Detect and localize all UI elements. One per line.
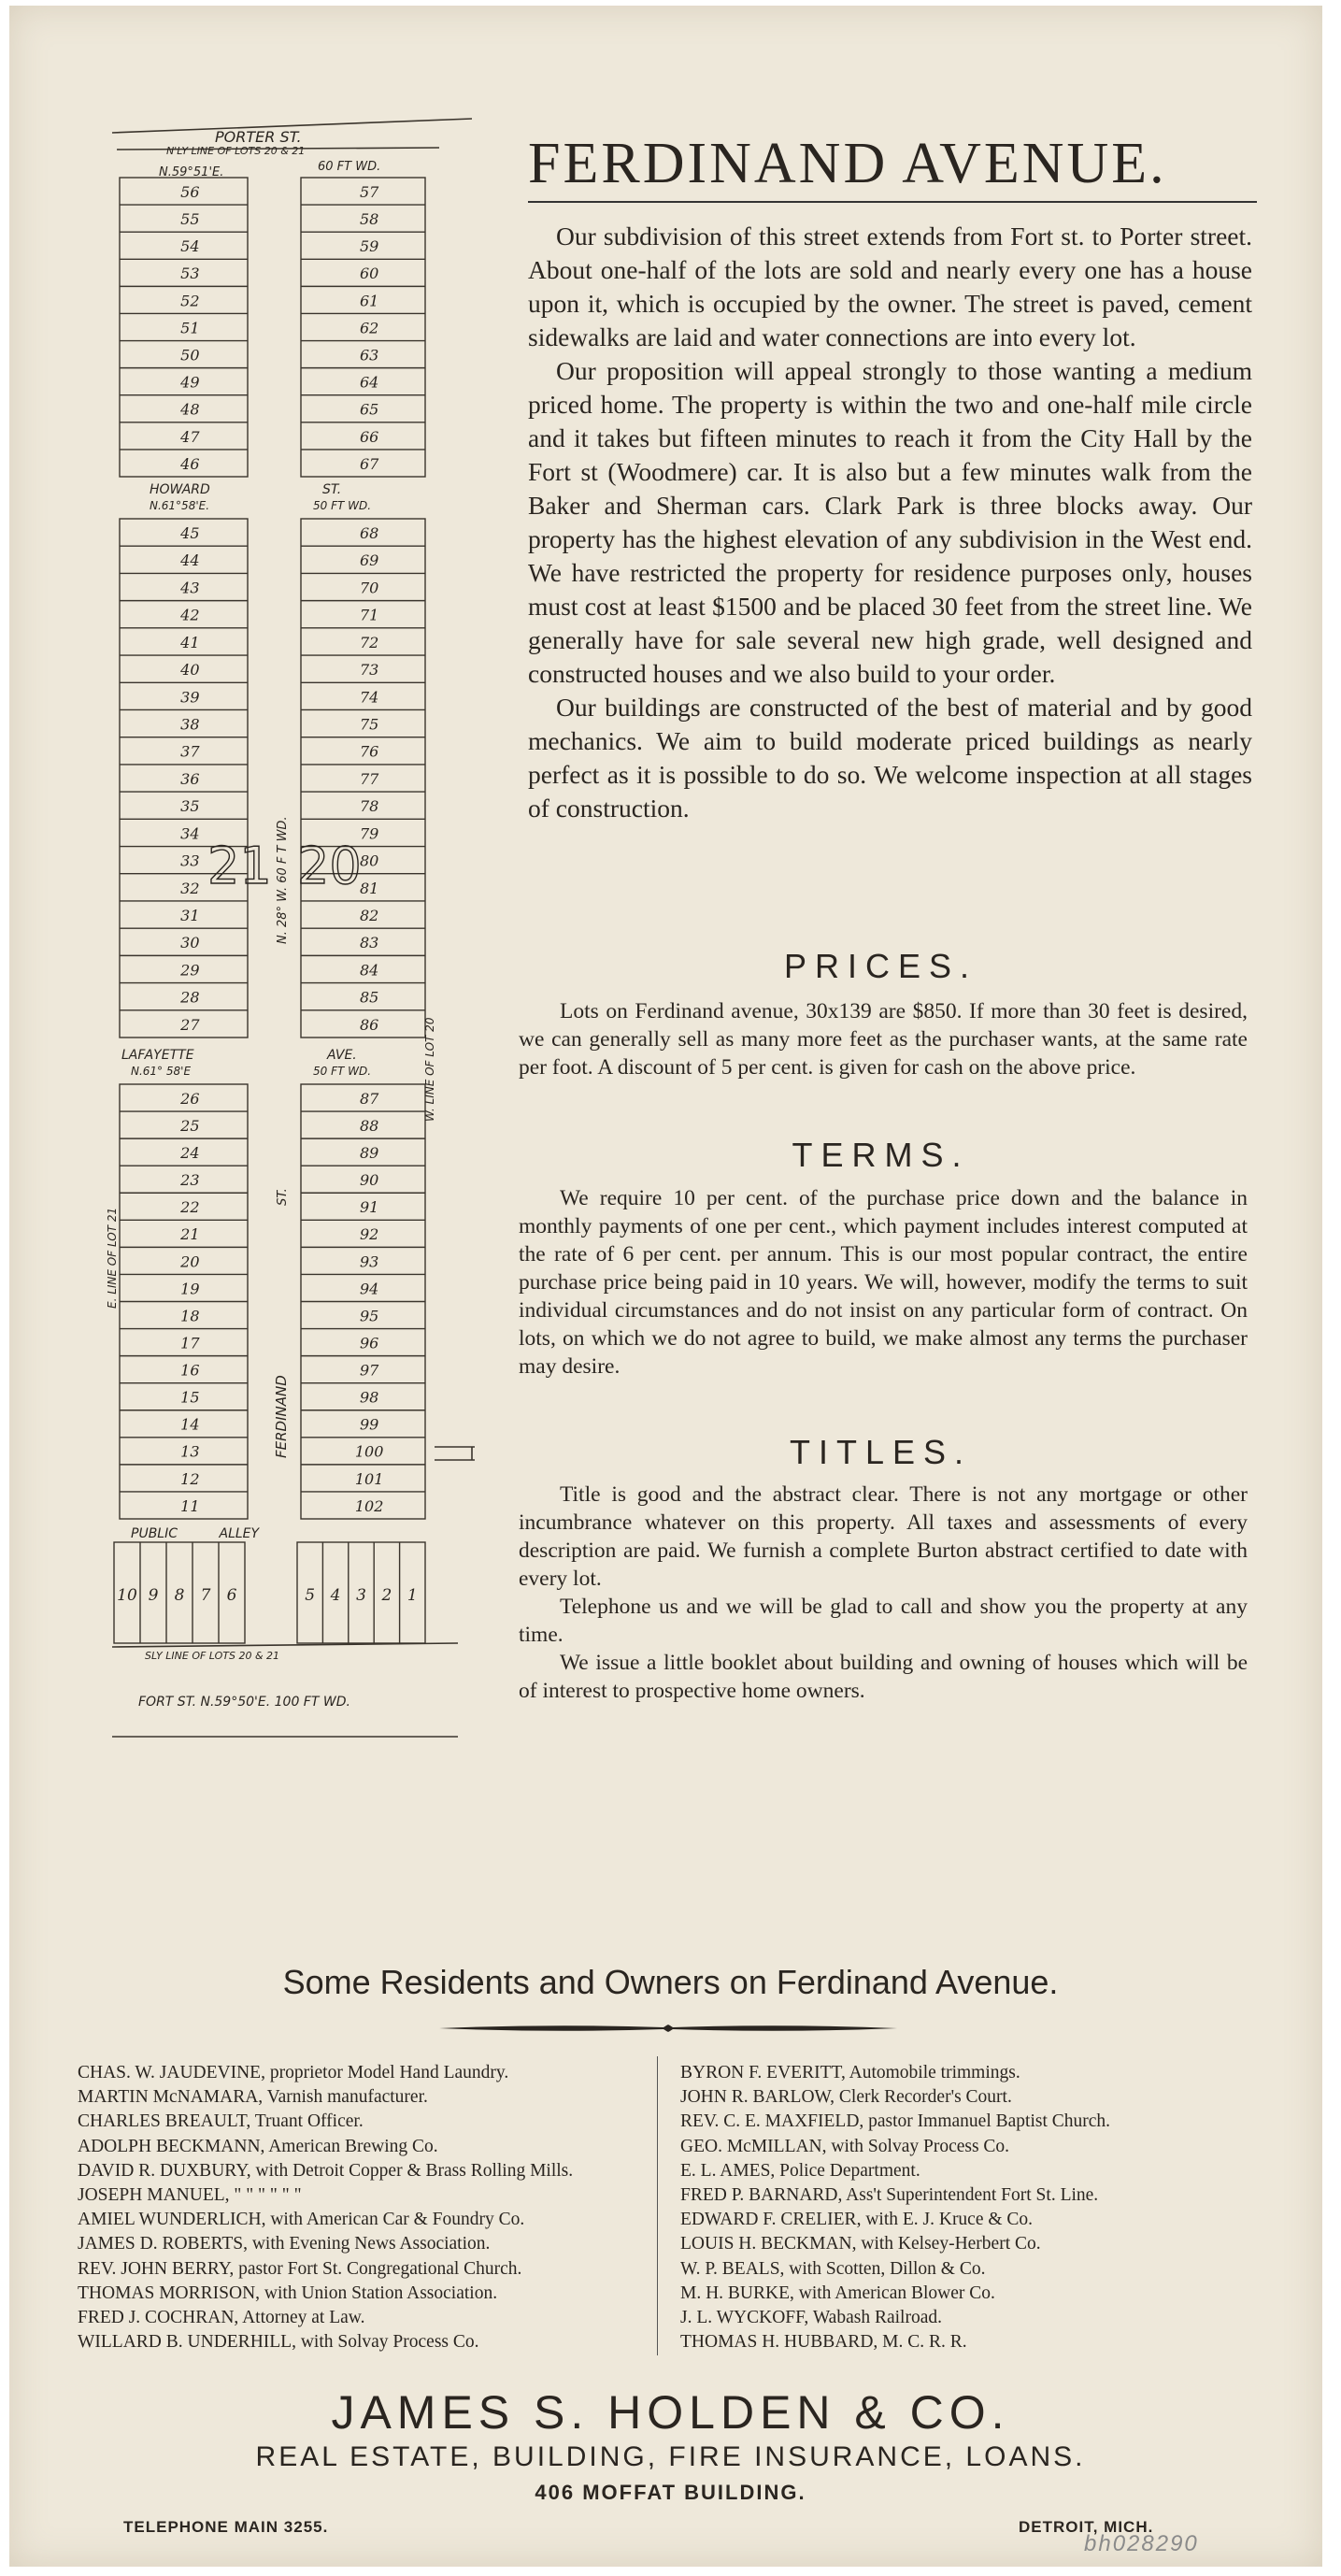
lot-number: 45 — [180, 524, 200, 543]
lot-number: 29 — [180, 961, 200, 980]
lot-number: 19 — [180, 1280, 200, 1298]
east-lot-line-label: W. LINE OF LOT 20 — [423, 1017, 436, 1122]
resident-left-0: CHAS. W. JAUDEVINE, proprietor Model Hand Laundry. — [78, 2063, 509, 2082]
residents-heading: Some Residents and Owners on Ferdinand Avenue. — [282, 1963, 1059, 2001]
resident-right-11: THOMAS H. HUBBARD, M. C. R. R. — [680, 2332, 967, 2353]
lot-number: 69 — [359, 551, 379, 570]
lot-number: 96 — [359, 1334, 379, 1352]
alley-lot-number: 7 — [200, 1586, 211, 1605]
lot-number: 33 — [180, 852, 200, 870]
lot-number: 52 — [180, 292, 200, 310]
lot-number: 38 — [180, 715, 200, 734]
lot-number: 47 — [180, 427, 200, 446]
lot-number: 83 — [359, 934, 379, 952]
resident-right-4: E. L. AMES, Police Department. — [680, 2160, 920, 2181]
lot-number: 68 — [359, 524, 379, 543]
resident-right-8: W. P. BEALS, with Scotten, Dillon & Co. — [680, 2258, 986, 2279]
lot-number: 84 — [359, 961, 379, 980]
resident-left-1: MARTIN McNAMARA, Varnish manufacturer. — [78, 2087, 428, 2108]
titles-section — [519, 1481, 1248, 1705]
lot-number: 55 — [180, 210, 200, 229]
lot-number: 62 — [359, 319, 379, 337]
lot-number: 76 — [359, 742, 379, 761]
resident-right-1: JOHN R. BARLOW, Clerk Recorder's Court. — [680, 2087, 1012, 2108]
telephone-number: TELEPHONE MAIN 3255. — [123, 2518, 329, 2536]
west-lot-line-label: E. LINE OF LOT 21 — [106, 1207, 119, 1309]
lot-number: 17 — [180, 1334, 200, 1352]
resident-right-3: GEO. McMILLAN, with Solvay Process Co. — [680, 2136, 1010, 2156]
lot-number: 44 — [180, 551, 200, 570]
resident-left-4: DAVID R. DUXBURY, with Detroit Copper & Brass Rolling Mills. — [78, 2160, 574, 2181]
porter-width: 60 FT WD. — [318, 160, 381, 174]
company-name: JAMES S. HOLDEN & CO. — [331, 2386, 1010, 2439]
resident-right-0: BYRON F. EVERITT, Automobile trimmings. — [680, 2063, 1020, 2082]
prices-section — [519, 997, 1248, 1081]
lot-number: 66 — [359, 427, 379, 446]
lot-number: 58 — [359, 210, 379, 229]
lot-number: 89 — [359, 1144, 379, 1163]
lot-number: 32 — [180, 879, 200, 897]
resident-left-10: FRED J. COCHRAN, Attorney at Law. — [78, 2307, 365, 2327]
resident-right-10: J. L. WYCKOFF, Wabash Railroad. — [680, 2307, 942, 2327]
resident-right-7: LOUIS H. BECKMAN, with Kelsey-Herbert Co. — [680, 2234, 1041, 2254]
lot-number: 53 — [180, 265, 200, 283]
howard-bearing: N.61°58'E. — [150, 499, 210, 512]
alley-lot-number: 5 — [305, 1586, 316, 1605]
lot-number: 82 — [359, 906, 379, 924]
lot-number: 59 — [359, 237, 379, 256]
alley-lot-number: 9 — [148, 1586, 159, 1605]
lot-number: 51 — [180, 319, 200, 337]
lot-number: 41 — [180, 633, 200, 651]
intro-paragraph-1: Our subdivision of this street extends from Fort st. to Porter street. About one-half of the lots are sold and nearly every one has a house upon it, which is occupied by the owner. The street is paved, cement sidewalks are laid and water connections are into every lot. — [528, 222, 1252, 351]
lot-number: 16 — [180, 1361, 200, 1380]
lot-number: 57 — [359, 182, 379, 201]
intro-paragraph-3: Our buildings are constructed of the best of material and by good mechanics. We aim to build moderate priced buildings as nearly perfect as it is possible to do so. We welcome inspection at all stages of construction. — [528, 693, 1252, 823]
lot-number: 101 — [354, 1469, 384, 1488]
titles-text-3: We issue a little booklet about building and owning of houses which will be of interest to prospective home owners. — [519, 1651, 1248, 1703]
alley-lot-number: 4 — [330, 1586, 341, 1605]
lot-number: 27 — [180, 1015, 200, 1034]
company-address: 406 MOFFAT BUILDING. — [535, 2481, 806, 2504]
resident-left-8: REV. JOHN BERRY, pastor Fort St. Congregational Church. — [78, 2258, 522, 2279]
lot-number: 102 — [354, 1496, 384, 1515]
lot-number: 63 — [359, 346, 379, 365]
lot-number: 20 — [180, 1252, 200, 1271]
column-divider — [657, 2056, 658, 2355]
lot-number: 24 — [180, 1144, 200, 1163]
plat-map — [0, 0, 523, 1776]
howard-width: 50 FT WD. — [313, 499, 372, 512]
prices-text: Lots on Ferdinand avenue, 30x139 are $850. If more than 30 feet is desired, we can generally sell as many more feet as the purchaser wants, at the same rate per foot. A discount of 5 per cent. is given for cash on the above price. — [519, 999, 1248, 1080]
lot-number: 39 — [180, 688, 200, 707]
lot-number: 65 — [359, 400, 379, 419]
page-title: FERDINAND AVENUE. — [528, 131, 1257, 203]
ferdinand-street-label: FERDINAND — [273, 1375, 290, 1458]
lot-number: 31 — [180, 906, 200, 924]
lot-number: 95 — [359, 1307, 379, 1325]
lot-number: 12 — [180, 1469, 200, 1488]
lafayette-label: LAFAYETTE — [121, 1048, 194, 1063]
lot-number: 91 — [359, 1198, 379, 1217]
lot-number: 42 — [180, 606, 200, 624]
resident-left-3: ADOLPH BECKMANN, American Brewing Co. — [78, 2136, 438, 2156]
titles-heading: TITLES. — [789, 1433, 973, 1471]
lot-21-big-number: 21 — [207, 837, 272, 895]
alley-lot-number: 10 — [117, 1586, 137, 1605]
lot-number: 49 — [180, 373, 200, 392]
catalog-number: bh028290 — [1084, 2531, 1199, 2556]
alley-lot-number: 8 — [174, 1586, 185, 1605]
lot-number: 37 — [180, 742, 200, 761]
alley-lot-number: 3 — [356, 1586, 366, 1605]
public-alley-label: PUBLIC ALLEY — [131, 1526, 260, 1541]
lot-number: 70 — [359, 579, 379, 597]
lot-number: 94 — [359, 1280, 379, 1298]
resident-right-9: M. H. BURKE, with American Blower Co. — [680, 2283, 995, 2303]
resident-left-2: CHARLES BREAULT, Truant Officer. — [78, 2111, 364, 2132]
city-label: DETROIT, MICH. — [1019, 2518, 1154, 2536]
lot-number: 11 — [180, 1496, 200, 1515]
lot-number: 81 — [359, 879, 379, 897]
howard-street-suffix: ST. — [322, 482, 342, 497]
lot-number: 28 — [180, 988, 200, 1007]
lot-number: 26 — [180, 1089, 200, 1108]
lot-number: 100 — [354, 1442, 384, 1461]
lot-number: 15 — [180, 1388, 200, 1407]
lot-number: 35 — [180, 797, 200, 816]
terms-text: We require 10 per cent. of the purchase price down and the balance in monthly payments of one per cent., which payment includes interest computed at the rate of 6 per cent. per annum. This is our most popular contract, the entire purchase price being paid in 10 years. We will, however, modify the terms to suit individual circumstances and do not insist on any particular form of contract. On lots, on which we do not agree to build, we make almost any terms the purchaser may desire. — [519, 1186, 1248, 1379]
lot-number: 25 — [180, 1116, 200, 1135]
lot-number: 86 — [359, 1015, 379, 1034]
residents-left-column — [78, 2061, 573, 2354]
lafayette-bearing: N.61° 58'E — [131, 1065, 192, 1078]
lot-number: 40 — [180, 661, 200, 680]
lot-number: 54 — [180, 237, 200, 256]
lot-number: 85 — [359, 988, 379, 1007]
resident-left-7: JAMES D. ROBERTS, with Evening News Association. — [78, 2234, 491, 2254]
lot-number: 21 — [180, 1225, 200, 1244]
lot-number: 79 — [359, 824, 379, 843]
lot-number: 73 — [359, 661, 379, 680]
porter-street-label: PORTER ST. — [215, 128, 302, 146]
lot-number: 60 — [359, 265, 379, 283]
titles-text-2: Telephone us and we will be glad to call and show you the property at any time. — [519, 1595, 1248, 1647]
lot-number: 92 — [359, 1225, 379, 1244]
lot-number: 30 — [180, 934, 200, 952]
lot-number: 56 — [180, 182, 200, 201]
lot-number: 18 — [180, 1307, 200, 1325]
alley-lot-number: 2 — [381, 1586, 392, 1605]
lot-number: 22 — [180, 1198, 200, 1217]
lafayette-suffix: AVE. — [327, 1048, 357, 1063]
resident-right-5: FRED P. BARNARD, Ass't Superintendent Fort St. Line. — [680, 2184, 1099, 2205]
company-services: REAL ESTATE, BUILDING, FIRE INSURANCE, LOANS. — [255, 2441, 1086, 2472]
lot-number: 61 — [359, 292, 379, 310]
titles-text-1: Title is good and the abstract clear. There is not any mortgage or other incumbrance whatever on this property. All taxes and assessments of every description are paid. We furnish a complete Burton abstract certified to date with every lot. — [519, 1482, 1248, 1591]
howard-street-label: HOWARD — [150, 482, 210, 497]
terms-section — [519, 1184, 1248, 1381]
alley-lot-number: 1 — [407, 1586, 418, 1605]
lot-number: 34 — [180, 824, 200, 843]
lot-number: 80 — [359, 852, 379, 870]
lot-number: 64 — [359, 373, 379, 392]
resident-right-6: EDWARD F. CRELIER, with E. J. Kruce & Co. — [680, 2210, 1034, 2230]
resident-left-5: JOSEPH MANUEL, " " " " " " — [78, 2184, 302, 2205]
south-line-label: SLY LINE OF LOTS 20 & 21 — [145, 1650, 280, 1662]
resident-right-2: REV. C. E. MAXFIELD, pastor Immanuel Baptist Church. — [680, 2111, 1111, 2132]
lot-number: 67 — [359, 454, 379, 473]
ferdinand-width: N. 28° W. 60 F T WD. — [276, 816, 290, 944]
prices-heading: PRICES. — [783, 947, 978, 985]
lafayette-width: 50 FT WD. — [313, 1065, 372, 1078]
terms-heading: TERMS. — [792, 1136, 970, 1174]
north-line-label: N'LY LINE OF LOTS 20 & 21 — [166, 145, 306, 157]
lot-number: 48 — [180, 400, 200, 419]
lot-number: 71 — [359, 606, 379, 624]
lot-number: 87 — [359, 1089, 379, 1108]
ornamental-divider — [439, 2022, 897, 2035]
ferdinand-st-suffix: ST. — [276, 1188, 290, 1206]
lot-20-big-number: 20 — [297, 837, 362, 895]
lot-number: 36 — [180, 769, 200, 788]
porter-bearing: N.59°51'E. — [159, 165, 224, 179]
lot-number: 98 — [359, 1388, 379, 1407]
resident-left-11: WILLARD B. UNDERHILL, with Solvay Process Co. — [78, 2332, 479, 2353]
lot-number: 75 — [359, 715, 379, 734]
lot-number: 99 — [359, 1415, 379, 1434]
lot-number: 93 — [359, 1252, 379, 1271]
fort-street-label: FORT ST. N.59°50'E. 100 FT WD. — [138, 1695, 350, 1710]
alley-lot-number: 6 — [226, 1586, 237, 1605]
intro-section — [528, 220, 1252, 825]
lot-number: 88 — [359, 1116, 379, 1135]
lot-number: 50 — [180, 346, 200, 365]
lot-number: 13 — [180, 1442, 200, 1461]
lot-number: 78 — [359, 797, 379, 816]
resident-left-9: THOMAS MORRISON, with Union Station Association. — [78, 2283, 498, 2303]
lot-number: 23 — [180, 1171, 200, 1190]
lot-number: 97 — [359, 1361, 379, 1380]
lot-number: 77 — [359, 769, 379, 788]
lot-number: 90 — [359, 1171, 379, 1190]
residents-right-column — [680, 2061, 1110, 2354]
lot-number: 43 — [180, 579, 200, 597]
lot-number: 14 — [180, 1415, 200, 1434]
intro-paragraph-2: Our proposition will appeal strongly to those wanting a medium priced home. The property is within the two and one-half mile circle and it takes but fifteen minutes to reach it from the City Hall by the Fort st (Woodmere) car. It is also but a few minutes walk from the Baker and Sherman cars. Clark Park is three blocks away. Our property has the highest elevation of any subdivision in the West end. We have restricted the property for residence purposes only, houses must cost at least $1500 and be placed 30 feet from the street line. We generally have for sale several new high grade, well designed and constructed houses and we also build to your order. — [528, 356, 1252, 688]
lot-number: 72 — [359, 633, 379, 651]
lot-number: 46 — [180, 454, 200, 473]
lot-number: 74 — [359, 688, 379, 707]
resident-left-6: AMIEL WUNDERLICH, with American Car & Foundry Co. — [78, 2210, 525, 2230]
